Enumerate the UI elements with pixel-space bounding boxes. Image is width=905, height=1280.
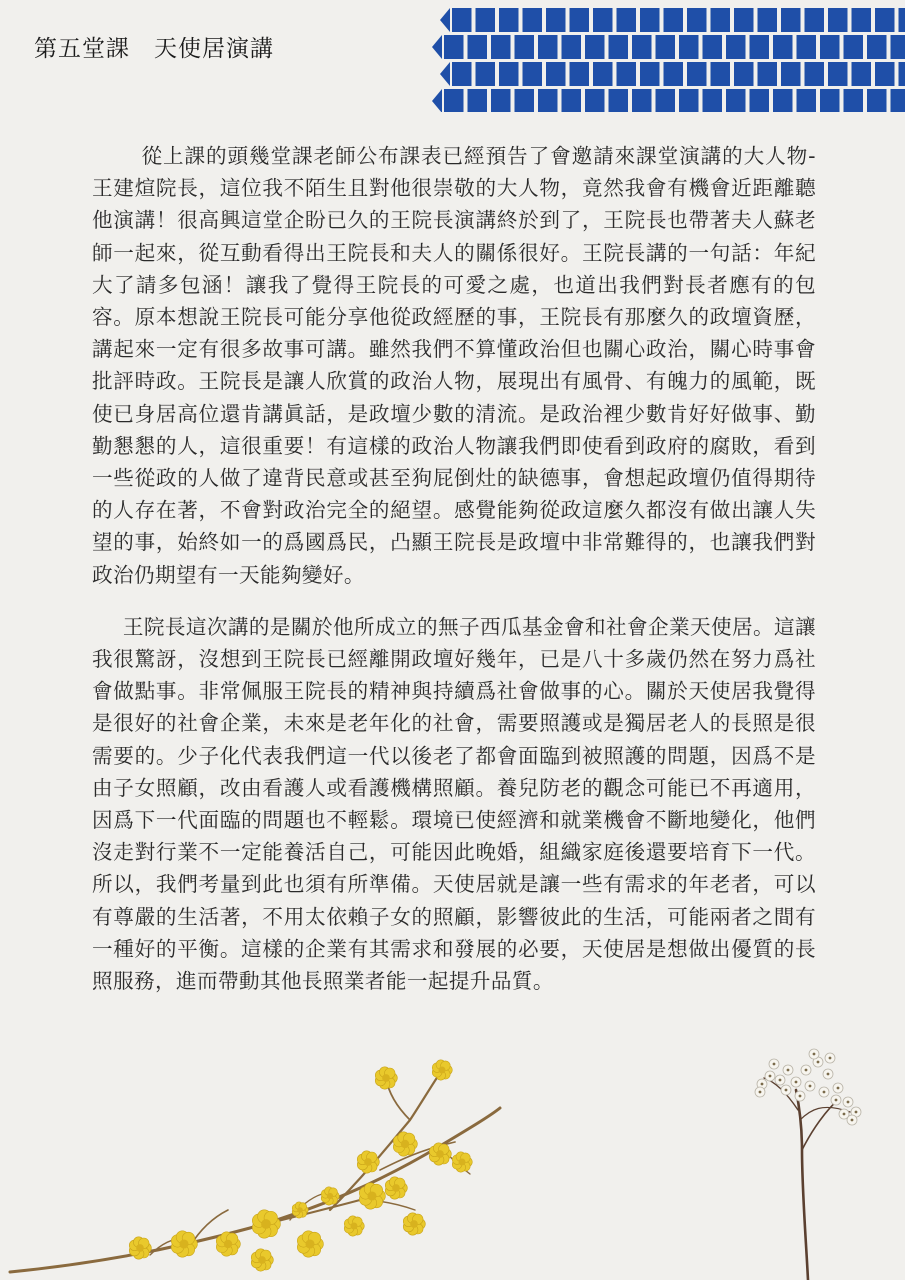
grid-cell [734, 62, 754, 86]
grid-cell [852, 62, 872, 86]
grid-cell [875, 8, 895, 32]
grid-chevron [432, 89, 442, 112]
grid-cell [546, 62, 566, 86]
grid-cell [515, 89, 535, 112]
grid-cell [805, 62, 825, 86]
grid-cell [726, 89, 746, 112]
grid-cell [820, 89, 840, 112]
grid-cell [758, 8, 778, 32]
grid-cell [805, 8, 825, 32]
grid-chevron [440, 62, 450, 86]
grid-cell [679, 35, 699, 59]
grid-cell [538, 35, 558, 59]
grid-cell [844, 89, 864, 112]
grid-cell [468, 89, 488, 112]
grid-cell [562, 89, 582, 112]
grid-cell [499, 8, 519, 32]
essay-paragraph-2: 王院長這次講的是關於他所成立的無子西瓜基金會和社會企業天使居。這讓我很驚訝，沒想到王院長已經離開政壇好幾年，已是八十多歲仍然在努力爲社會做點事。非常佩服王院長的精神與持續爲社會做事的心。關於天使居我覺得是很好的社會企業，未來是老年化的社會，需要照護或是獨居老人的長照是很需要的。少子化代表我們這一代以後老了都會面臨到被照護的問題，因爲不是由子女照顧，改由看護人或看護機構照顧。養兒防老的觀念可能已不再適用，因爲下一代面臨的問題也不輕鬆。環境已使經濟和就業機會不斷地變化，他們沒走對行業不一定能養活自己，可能因此晚婚，組織家庭後還要培育下一代。所以，我們考量到此也須有所準備。天使居就是讓一些有需求的年老者，可以有尊嚴的生活著，不用太依賴子女的照顧，影響彼此的生活，可能兩者之間有一種好的平衡。這樣的企業有其需求和發展的必要，天使居是想做出優質的長照服務，進而帶動其他長照業者能一起提升品質。 [92, 614, 816, 994]
grid-cell [891, 35, 905, 59]
grid-cell [781, 8, 801, 32]
grid-chevron [440, 8, 450, 32]
grid-cell [844, 35, 864, 59]
grid-cell [523, 62, 543, 86]
grid-cell [585, 89, 605, 112]
yellow-bloom [297, 1231, 323, 1257]
grid-cell [499, 62, 519, 86]
grid-cell [468, 35, 488, 59]
essay-paragraph-1: 從上課的頭幾堂課老師公布課表已經預告了會邀請來課堂演講的大人物-王建煊院長，這位我不陌生且對他很崇敬的大人物，竟然我會有機會近距離聽他演講！很高興這堂企盼已久的王院長演講終於到了，王院長也帶著夫人蘇老師一起來，從互動看得出王院長和夫人的關係很好。王院長講的一句話：年紀大了請多包涵！讓我了覺得王院長的可愛之處，也道出我們對長者應有的包容。原本想說王院長可能分享他從政經歷的事，王院長有那麼久的政壇資歷，講起來一定有很多故事可講。雖然我們不算懂政治但也關心政治，關心時事會批評時政。王院長是讓人欣賞的政治人物，展現出有風骨、有魄力的風範，既使已身居高位還肯講眞話，是政壇少數的清流。是政治裡少數肯好好做事、勤勤懇懇的人，這很重要！有這樣的政治人物讓我們即使看到政府的腐敗，看到一些從政的人做了違背民意或甚至狗屁倒灶的缺德事，會想起政壇仍值得期待的人存在著，不會對政治完全的絕望。感覺能夠從政這麼久都沒有做出讓人失望的事，始終如一的爲國爲民，凸顯王院長是政壇中非常難得的，也讓我們對政治仍期望有一天能夠變好。 [92, 144, 816, 587]
grid-cell [703, 89, 723, 112]
yellow-bloom [321, 1187, 339, 1205]
yellow-bloom [429, 1143, 451, 1165]
grid-cell [687, 62, 707, 86]
grid-chevron [432, 35, 442, 59]
grid-cell [585, 35, 605, 59]
grid-cell [452, 8, 472, 32]
white-flower-stem [740, 1040, 870, 1280]
grid-cell [523, 8, 543, 32]
grid-cell [491, 89, 511, 112]
grid-cell [828, 62, 848, 86]
grid-cell [617, 62, 637, 86]
grid-cell [640, 62, 660, 86]
grid-cell [632, 89, 652, 112]
yellow-bloom [357, 1151, 379, 1173]
grid-cell [562, 35, 582, 59]
grid-cell [820, 35, 840, 59]
yellow-bloom [452, 1152, 472, 1172]
blue-grid-pattern [428, 0, 905, 112]
yellow-bloom [292, 1202, 308, 1218]
grid-cell [750, 89, 770, 112]
grid-cell [476, 62, 496, 86]
grid-cell [570, 62, 590, 86]
grid-cell [593, 62, 613, 86]
grid-cell [687, 8, 707, 32]
grid-cell [781, 62, 801, 86]
grid-cell [664, 62, 684, 86]
grid-cell [899, 62, 905, 86]
grid-cell [593, 8, 613, 32]
grid-cell [570, 8, 590, 32]
grid-cell [656, 35, 676, 59]
grid-cell [546, 8, 566, 32]
grid-cell [899, 8, 905, 32]
grid-cell [773, 35, 793, 59]
grid-cell [891, 89, 905, 112]
yellow-bloom [171, 1231, 197, 1257]
grid-cell [703, 35, 723, 59]
yellow-bloom [129, 1237, 151, 1259]
grid-cell [679, 89, 699, 112]
yellow-bloom [385, 1177, 407, 1199]
grid-cell [828, 8, 848, 32]
yellow-bloom [251, 1249, 273, 1271]
grid-cell [515, 35, 535, 59]
grid-cell [734, 8, 754, 32]
grid-cell [444, 35, 464, 59]
grid-cell [797, 89, 817, 112]
grid-cell [452, 62, 472, 86]
yellow-bloom [375, 1067, 397, 1089]
essay-body [92, 140, 816, 997]
grid-cell [632, 35, 652, 59]
yellow-bloom [432, 1060, 452, 1080]
grid-cell [852, 8, 872, 32]
grid-cell [711, 62, 731, 86]
grid-cell [640, 8, 660, 32]
grid-cell [867, 35, 887, 59]
grid-cell [875, 62, 895, 86]
grid-cell [758, 62, 778, 86]
grid-cell [656, 89, 676, 112]
grid-cell [797, 35, 817, 59]
page-title: 第五堂課 天使居演講 [34, 36, 274, 62]
grid-cell [750, 35, 770, 59]
grid-cell [773, 89, 793, 112]
yellow-flower-branch [0, 1050, 520, 1280]
grid-cell [476, 8, 496, 32]
grid-cell [711, 8, 731, 32]
yellow-bloom [252, 1210, 280, 1238]
yellow-bloom [403, 1213, 425, 1235]
grid-cell [726, 35, 746, 59]
grid-cell [867, 89, 887, 112]
grid-cell [538, 89, 558, 112]
yellow-bloom [344, 1216, 364, 1236]
grid-cell [444, 89, 464, 112]
grid-cell [491, 35, 511, 59]
grid-cell [617, 8, 637, 32]
grid-cell [664, 8, 684, 32]
grid-cell [609, 89, 629, 112]
grid-cell [609, 35, 629, 59]
